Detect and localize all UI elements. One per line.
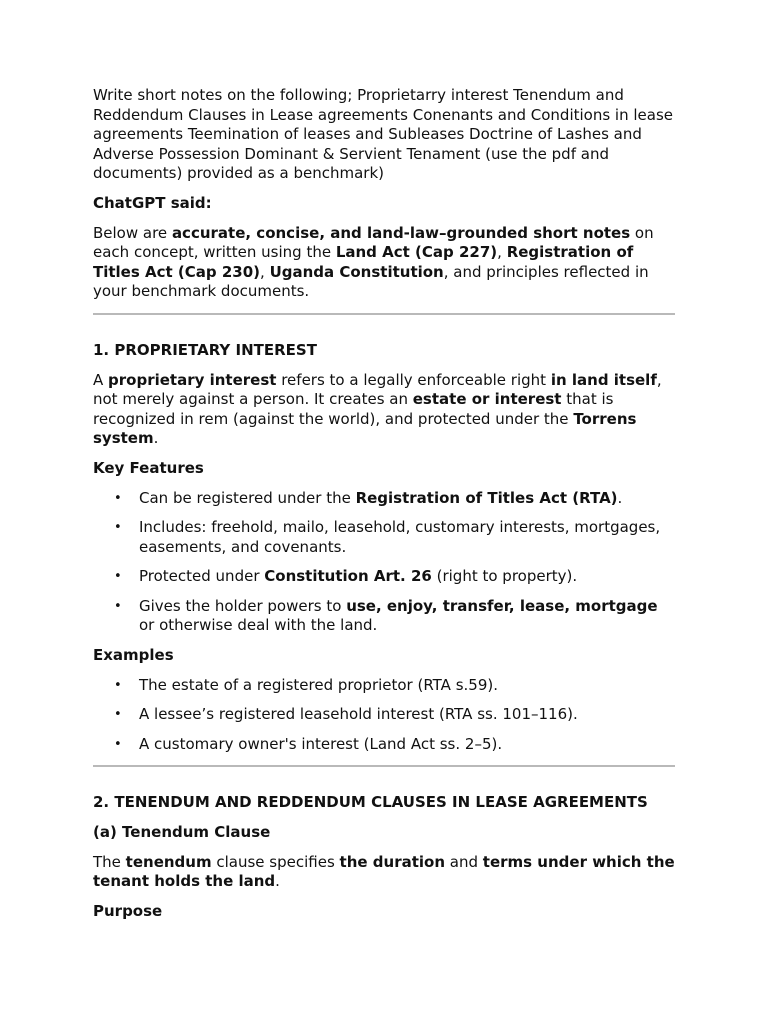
purpose-heading: Purpose (93, 901, 163, 920)
divider (93, 765, 675, 767)
examples-list (93, 676, 675, 755)
bullet-icon: • (114, 490, 122, 506)
list-item: • Protected under Constitution Art. 26 (right to property). (114, 567, 578, 586)
key-features-heading: Key Features (93, 458, 204, 477)
list-item: • Includes: freehold, mailo, leasehold, customary interests, mortgages, easements, and covenants. (114, 518, 661, 556)
list-item: • The estate of a registered proprietor (RTA s.59). (114, 675, 498, 694)
user-prompt: Write short notes on the following; Proprietarry interest Tenendum and Reddendum Clauses in Lease agreements Conenants and Conditions in lease agreements Teemination of leases and Subleases Doctrine of Lashes and Adverse Possession Dominant & Servient Tenament (use the pdf and documents) provided as a benchmark) (93, 86, 673, 183)
list-item: • A customary owner's interest (Land Act ss. 2–5). (114, 734, 503, 753)
examples-heading: Examples (93, 646, 174, 665)
intro-paragraph: Below are accurate, concise, and land-law–grounded short notes on each concept, written using the Land Act (Cap 227), Registration of Titles Act (Cap 230), Uganda Constitution, and principles reflected in your benchmark documents. (93, 223, 654, 301)
section-heading-proprietary-interest: 1. PROPRIETARY INTEREST (93, 340, 317, 359)
tenendum-definition: The tenendum clause specifies the duration and terms under which the tenant holds the land. (93, 852, 675, 891)
list-item: • A lessee’s registered leasehold interest (RTA ss. 101–116). (114, 705, 578, 724)
list-item: • Can be registered under the Registration of Titles Act (RTA). (114, 488, 623, 507)
bullet-icon: • (114, 677, 122, 693)
bullet-icon: • (114, 598, 122, 614)
speaker-label: ChatGPT said: (93, 193, 212, 212)
divider (93, 313, 675, 315)
proprietary-interest-definition: A proprietary interest refers to a legally enforceable right in land itself, not merely against a person. It creates an estate or interest that is recognized in rem (against the world), and protected under the Torrens system. (93, 370, 662, 448)
section-heading-tenendum-reddendum: 2. TENENDUM AND REDDENDUM CLAUSES IN LEASE AGREEMENTS (93, 793, 648, 812)
bullet-icon: • (114, 707, 122, 723)
list-item: • Gives the holder powers to use, enjoy, transfer, lease, mortgage or otherwise deal with the land. (114, 596, 658, 635)
subheading-tenendum-clause: (a) Tenendum Clause (93, 823, 271, 842)
document-page (93, 86, 675, 921)
bullet-icon: • (114, 736, 122, 752)
bullet-icon: • (114, 569, 122, 585)
key-features-list (93, 489, 675, 637)
bullet-icon: • (114, 520, 122, 536)
